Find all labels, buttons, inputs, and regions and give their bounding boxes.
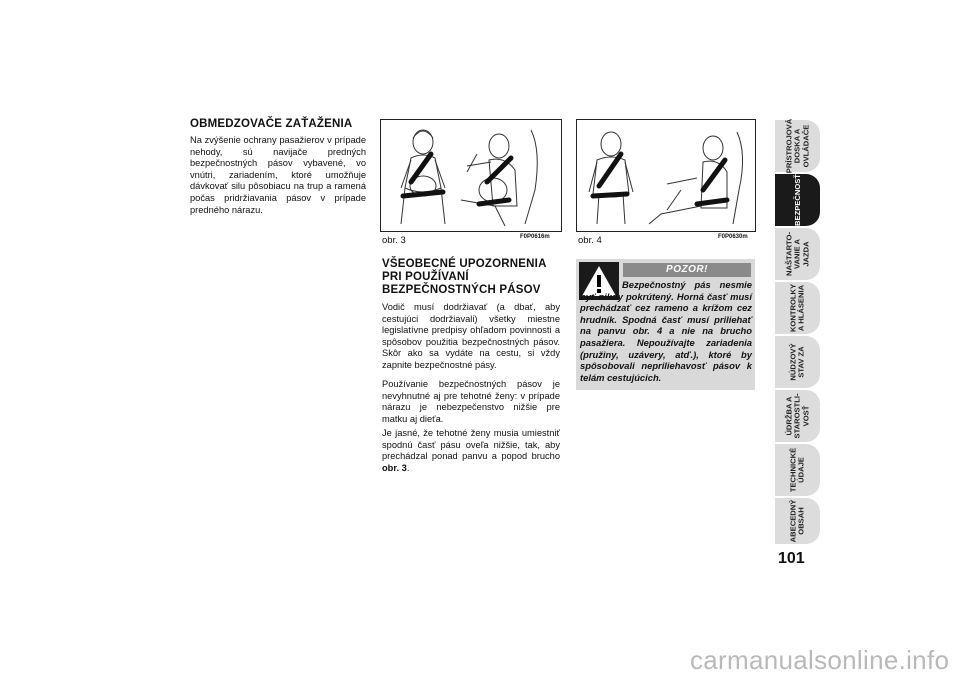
seatbelt-illustration-4: [577, 120, 755, 231]
load-limiters-text: Na zvýšenie ochrany pasažierov v prípade nehody, sú navijače predných bezpečnostných pásov vybavené, vo vnútri, zariadením, ktoré umožňuje dávkovať silu pôsobiacu na trup a ramená počas pridržiavania pásov v prípade predného nárazu.: [190, 135, 366, 215]
figure-code: F0P0630m: [718, 234, 748, 240]
heading-line: VŠEOBECNÉ UPOZORNENIA: [382, 258, 547, 270]
tab-label: KONTROLKY A HLÁSENIA: [788, 283, 806, 333]
tab-safety[interactable]: [775, 174, 820, 226]
paragraph-text: Je jasné, že tehotné ženy musia umiestniť spodnú časť pásu oveľa nižšie, tak, aby prechádzal ponad panvu a popod brucho: [382, 428, 560, 462]
heading-line: BEZPEČNOSTNÝCH PÁSOV: [382, 284, 541, 296]
tab-label: TECHNICKÉ ÚDAJE: [788, 447, 806, 493]
tab-dashboard-controls[interactable]: [775, 120, 820, 172]
tab-maintenance[interactable]: [775, 390, 820, 442]
tab-emergency[interactable]: [775, 336, 820, 388]
figure-reference: obr. 3: [382, 462, 407, 473]
paragraph-end: .: [406, 462, 410, 473]
paragraph-legislation: Vodič musí dodržiavať (a dbať, aby cestujúci dodržiavali) všetky miestne legislatívne predpisy ohľadom povinnosti a spôsobov použitia bezpečnostných pásov. Skôr ako sa vydáte na cestu, si vždy zapnite bezpečnostné pásy.: [382, 302, 560, 370]
seatbelt-illustration-3: [381, 120, 561, 231]
figure-correct-seatbelt: [576, 119, 756, 232]
tab-label: ÚDRŽBA A STAROSTLI- VOSŤ: [783, 393, 810, 439]
tab-technical-data[interactable]: [775, 444, 820, 496]
tab-label: PRÍSTROJOVÁ DOSKA A OVLÁDAČE: [783, 118, 810, 174]
section-heading-general-warnings: [382, 258, 547, 297]
tab-label: ABECEDNÝ OBSAH: [788, 499, 806, 543]
tab-starting-driving[interactable]: [775, 228, 820, 280]
warning-text: Bezpečnostný pás nesmie byť nikdy pokrútený. Horná časť musí prechádzať cez rameno a krížom cez hrudník. Spodná časť musí priliehať na panvu obr. 4 a nie na brucho pasažiera. Nepoužívajte zariadenia (pružiny, uzávery, atď.), ktoré by spôsobovali nepriliehavosť pásov k telám cestujúcich.: [580, 279, 752, 383]
figure-caption: obr. 3: [382, 235, 406, 246]
figure-pregnant-seatbelt: [380, 119, 562, 232]
tab-label: NAŠTARTO- VANIE A JAZDA: [783, 232, 810, 277]
watermark: carmanualsonline.info: [690, 645, 950, 675]
paragraph-pregnant-women: Používanie bezpečnostných pásov je nevyhnutné aj pre tehotné ženy: v prípade nárazu je nebezpečenstvo nižšie pre matku aj dieťa.: [382, 379, 560, 424]
figure-caption: obr. 4: [578, 235, 602, 246]
tab-label: NÚDZOVÝ STAV ZA: [788, 343, 806, 381]
warning-box: [576, 259, 755, 390]
warning-title: POZOR!: [623, 263, 751, 277]
heading-line: PRI POUŽÍVANÍ: [382, 271, 469, 283]
section-heading-load-limiters: OBMEDZOVAČE ZAŤAŽENIA: [190, 118, 353, 130]
tab-label: BEZPEČNOSŤ: [792, 174, 802, 226]
paragraph-belt-position: [382, 428, 560, 474]
tab-warning-lights[interactable]: [775, 282, 820, 334]
figure-code: F0P0616m: [520, 234, 550, 240]
tab-index[interactable]: [775, 498, 820, 544]
page-number: 101: [778, 550, 805, 567]
